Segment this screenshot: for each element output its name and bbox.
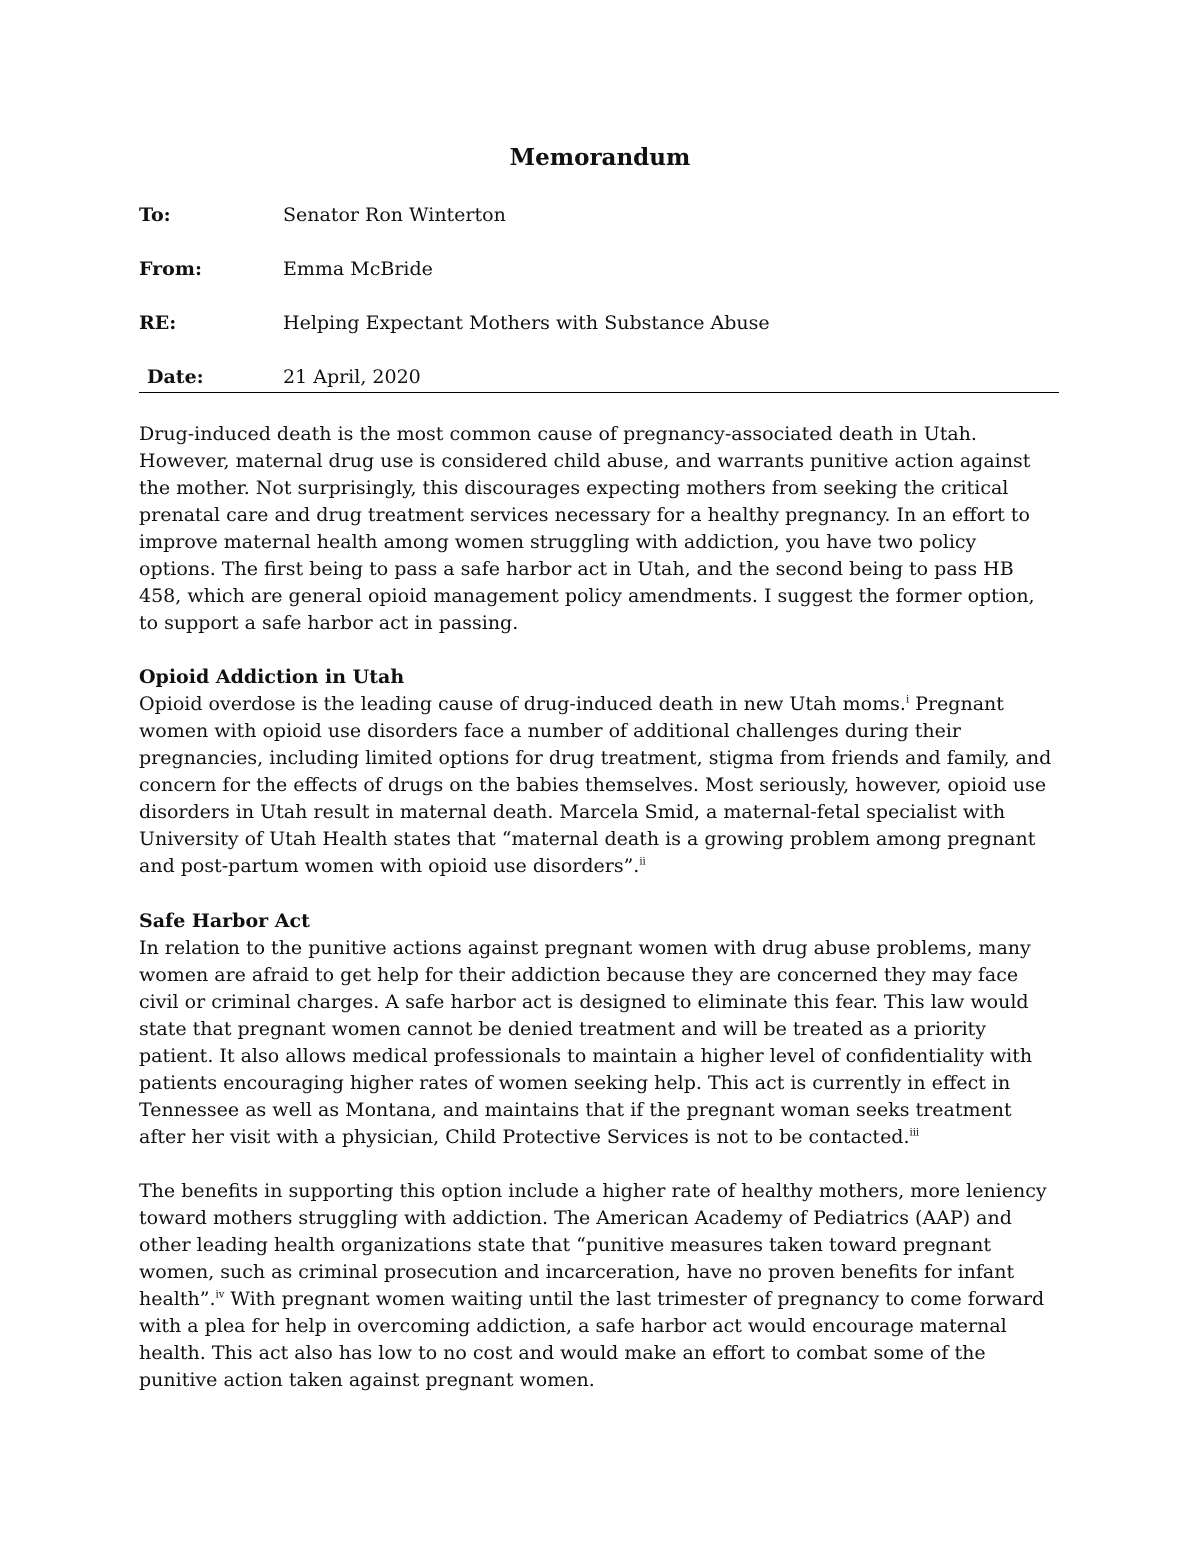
date-value: 21 April, 2020 xyxy=(283,366,421,388)
section-body-safe-harbor xyxy=(139,935,1059,1151)
from-label: From: xyxy=(139,258,202,280)
benefits-text-a: The benefits in supporting this option include a higher rate of healthy mothers, more leniency toward mothers struggling with addiction. The American Academy of Pediatrics (AAP) and other leading health organizations state that “punitive measures taken toward pregnant women, such as criminal prosecution and incarceration, have no proven benefits for infant health”. xyxy=(139,1180,1047,1310)
section-heading-opioid: Opioid Addiction in Utah xyxy=(139,666,405,688)
footnote-ref-iii: iii xyxy=(909,1127,920,1139)
section-safe-harbor xyxy=(139,908,1059,1151)
from-value: Emma McBride xyxy=(283,258,433,280)
header-date-row xyxy=(139,362,1059,392)
re-value: Helping Expectant Mothers with Substance Abuse xyxy=(283,312,770,334)
footnote-ref-ii: ii xyxy=(639,856,646,868)
opioid-text-b: Pregnant women with opioid use disorders face a number of additional challenges during their pregnancies, including limited options for drug treatment, stigma from friends and family, and concern for the effects of drugs on the babies themselves. Most seriously, however, opioid use disorders in Utah result in maternal death. Marcela Smid, a maternal-fetal specialist with University of Utah Health states that “maternal death is a growing problem among pregnant and post-partum women with opioid use disorders”. xyxy=(139,693,1052,877)
header-from-row xyxy=(139,254,1059,284)
to-label: To: xyxy=(139,204,171,226)
section-body-benefits xyxy=(139,1178,1059,1394)
safe-harbor-text: In relation to the punitive actions against pregnant women with drug abuse problems, many women are afraid to get help for their addiction because they are concerned they may face civil or criminal charges. A safe harbor act is designed to eliminate this fear. This law would state that pregnant women cannot be denied treatment and will be treated as a priority patient. It also allows medical professionals to maintain a higher level of confidentiality with patients encouraging higher rates of women seeking help. This act is currently in effect in Tennessee as well as Montana, and maintains that if the pregnant woman seeks treatment after her visit with a physician, Child Protective Services is not to be contacted. xyxy=(139,937,1033,1148)
benefits-text-b: With pregnant women waiting until the last trimester of pregnancy to come forward with a plea for help in overcoming addiction, a safe harbor act would encourage maternal health. This act also has low to no cost and would make an effort to combat some of the punitive action taken against pregnant women. xyxy=(139,1288,1045,1391)
header-to-row xyxy=(139,200,1059,230)
date-label: Date: xyxy=(147,366,204,388)
section-opioid-addiction xyxy=(139,664,1059,880)
to-value: Senator Ron Winterton xyxy=(283,204,506,226)
intro-paragraph xyxy=(139,421,1059,637)
intro-text: Drug-induced death is the most common cause of pregnancy-associated death in Utah. However, maternal drug use is considered child abuse, and warrants punitive action against the mother. Not surprisingly, this discourages expecting mothers from seeking the critical prenatal care and drug treatment services necessary for a healthy pregnancy. In an effort to improve maternal health among women struggling with addiction, you have two policy options. The first being to pass a safe harbor act in Utah, and the second being to pass HB 458, which are general opioid management policy amendments. I suggest the former option, to support a safe harbor act in passing. xyxy=(139,423,1035,634)
header-divider xyxy=(139,392,1059,393)
re-label: RE: xyxy=(139,312,177,334)
footnote-ref-iv: iv xyxy=(215,1289,225,1301)
header-re-row xyxy=(139,308,1059,338)
opioid-text-a: Opioid overdose is the leading cause of drug-induced death in new Utah moms. xyxy=(139,693,906,715)
section-body-opioid xyxy=(139,691,1059,880)
section-heading-safe-harbor: Safe Harbor Act xyxy=(139,910,310,932)
section-benefits xyxy=(139,1178,1059,1394)
memo-title: Memorandum xyxy=(509,144,691,171)
footnote-ref-i: i xyxy=(905,694,910,706)
